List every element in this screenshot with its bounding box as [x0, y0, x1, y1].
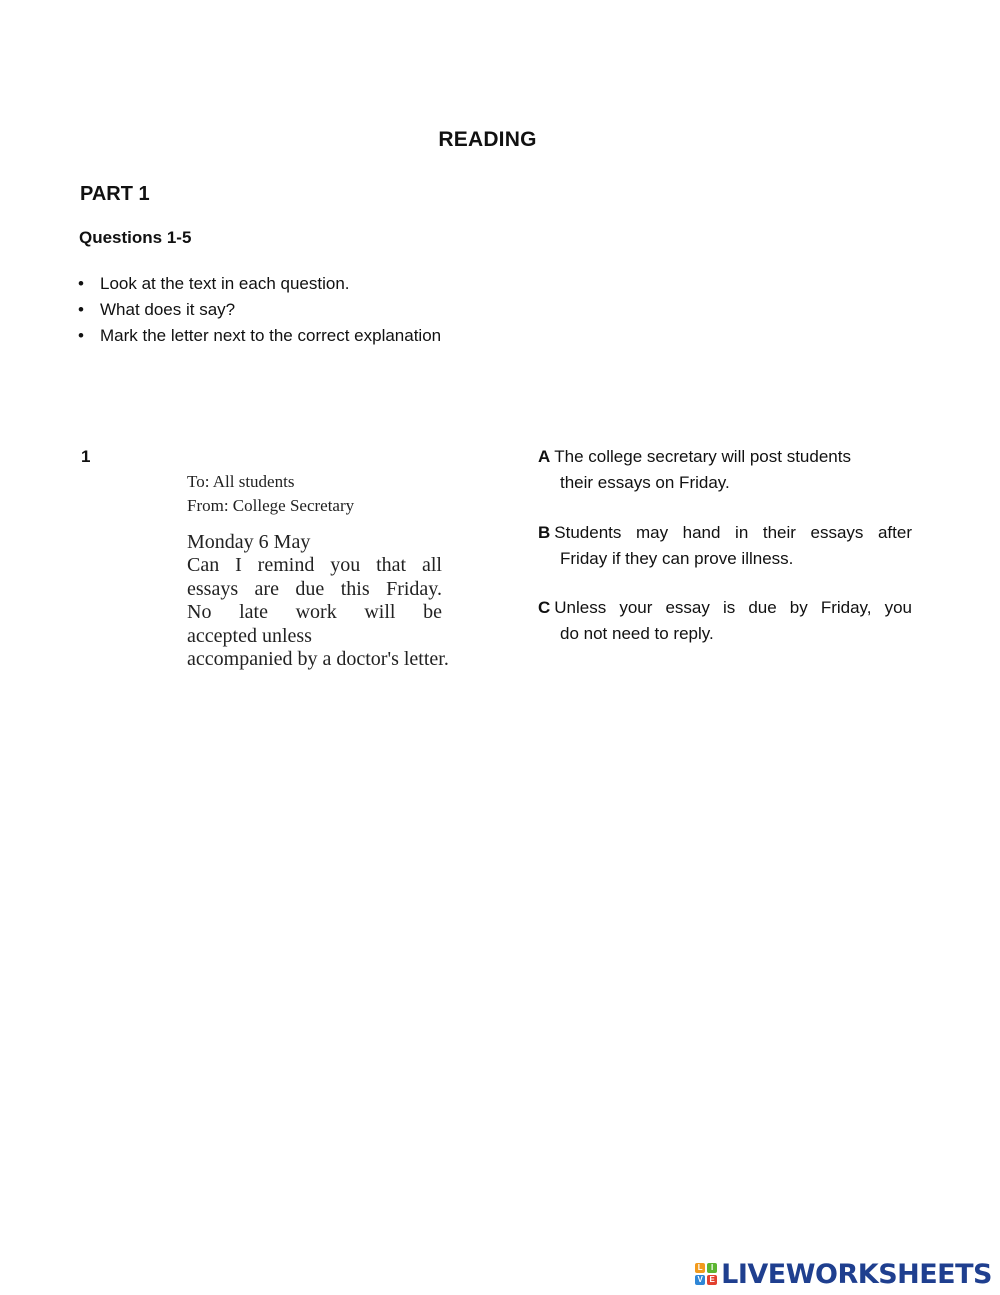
- notice-line: accepted unless: [187, 624, 312, 647]
- bullet-icon: •: [78, 274, 84, 293]
- option-text: Students may hand in their essays after: [554, 523, 912, 542]
- option-text: their essays on Friday.: [560, 473, 730, 492]
- logo-mark-cell: I: [707, 1263, 717, 1273]
- question-number: 1: [81, 447, 91, 466]
- logo-mark-icon: [695, 1263, 717, 1285]
- option-a[interactable]: [538, 444, 912, 496]
- instruction-item: • What does it say?: [78, 300, 236, 319]
- logo-mark-cell: E: [707, 1275, 717, 1285]
- instruction-item: • Mark the letter next to the correct explanation: [78, 326, 442, 345]
- instructions-list: [78, 273, 441, 351]
- bullet-icon: •: [78, 326, 84, 345]
- notice-line: essays are due this Friday.: [187, 577, 442, 600]
- logo-mark-cell: L: [695, 1263, 705, 1273]
- notice-to: To: All students: [187, 472, 295, 491]
- notice-line: No late work will be: [187, 601, 442, 623]
- liveworksheets-logo: [695, 1258, 992, 1290]
- logo-mark-cell: V: [695, 1275, 705, 1285]
- notice-line: Can I remind you that all: [187, 554, 442, 576]
- option-letter: A: [538, 447, 551, 466]
- option-b[interactable]: [538, 520, 912, 572]
- part-title: PART 1: [80, 183, 150, 205]
- option-c[interactable]: [538, 595, 912, 647]
- notice-line: accompanied by a doctor's letter.: [187, 648, 449, 670]
- notice-date: Monday 6 May: [187, 531, 311, 553]
- notice-text: [187, 470, 477, 672]
- option-text: The college secretary will post students: [554, 447, 851, 466]
- page-title: READING: [438, 128, 537, 151]
- option-letter: B: [538, 523, 551, 542]
- notice-from: From: College Secretary: [187, 496, 355, 515]
- questions-heading: Questions 1-5: [79, 228, 192, 247]
- option-letter: C: [538, 598, 551, 617]
- option-text: do not need to reply.: [560, 624, 714, 643]
- option-text: Friday if they can prove illness.: [560, 549, 794, 568]
- option-text: Unless your essay is due by Friday, you: [554, 598, 912, 617]
- instruction-item: • Look at the text in each question.: [78, 274, 350, 293]
- logo-text: LIVEWORKSHEETS: [721, 1258, 992, 1290]
- bullet-icon: •: [78, 300, 84, 319]
